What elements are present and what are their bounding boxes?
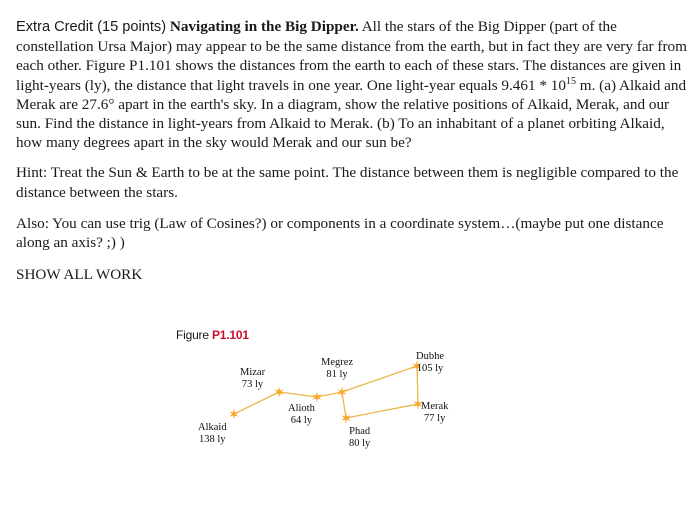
problem-paragraph (16, 17, 688, 152)
problem-exponent: 15 (565, 75, 576, 87)
figure-number: P1.101 (211, 328, 249, 342)
star-name: Dubhe (416, 351, 444, 362)
problem-continuation: m. (a) Alkaid and Merak are 27.6° apart in the earth's sky. In a diagram, show the relative positions of Alkaid, Merak, and our sun. Find the distance in light-years from Alkaid to Merak. (b) To an inhabitant of a planet orbiting Alkaid, how many degrees apart in the sky would Merak and our sun be? (16, 76, 687, 152)
star-distance: 105 ly (416, 363, 444, 374)
problem-heading-prefix: Extra Credit (15 points) (16, 19, 167, 35)
star-name: Megrez (321, 357, 354, 368)
constellation-line-alioth-megrez (317, 392, 342, 397)
show-work-text: SHOW ALL WORK (16, 266, 143, 284)
star-label-alioth (288, 403, 315, 427)
constellation-line-mizar-alioth (279, 392, 317, 397)
star-label-megrez (321, 357, 353, 381)
star-name: Mizar (240, 367, 266, 378)
star-name: Phad (349, 426, 371, 437)
constellation-line-phad-megrez (342, 392, 346, 418)
star-name: Alioth (288, 403, 315, 414)
constellation-line-megrez-dubhe (342, 366, 417, 392)
star-label-alkaid (198, 422, 227, 446)
star-distance: 80 ly (349, 438, 371, 449)
constellation-line-merak-phad (346, 404, 418, 418)
also-paragraph: Also: You can use trig (Law of Cosines?) or components in a coordinate system…(maybe put one distance along an axis? ;) ) (16, 214, 664, 252)
star-name: Merak (421, 401, 449, 412)
star-distance: 77 ly (424, 413, 446, 424)
big-dipper-figure (176, 322, 476, 522)
star-distance: 138 ly (199, 434, 226, 445)
star-label-mizar (240, 367, 265, 391)
star-label-merak (421, 401, 448, 425)
figure-label: Figure (176, 328, 209, 342)
hint-paragraph: Hint: Treat the Sun & Earth to be at the same point. The distance between them is negligible compared to the distance between the stars. (16, 164, 679, 201)
star-icon-alkaid (229, 409, 239, 420)
problem-heading-title: Navigating in the Big Dipper. (169, 18, 359, 35)
problem-intro: All the stars of the Big Dipper (part of the constellation Ursa Major) may appear to be the same distance from the earth, but in fact they are very far from each other. Figure P1.101 shows the distances from the earth to each of these stars. The distances are given in light-years (ly), the distance that light travels in one year. One light-year equals 9.461 * 10 (16, 18, 687, 94)
star-distance: 81 ly (326, 369, 348, 380)
star-distance: 64 ly (290, 415, 313, 426)
problem-text (16, 17, 688, 284)
star-label-phad (349, 426, 370, 450)
star-name: Alkaid (198, 422, 227, 433)
constellation-line-alkaid-mizar (234, 392, 279, 414)
star-icon-megrez (337, 387, 347, 398)
star-distance: 73 ly (241, 379, 264, 390)
star-label-dubhe (416, 351, 444, 375)
